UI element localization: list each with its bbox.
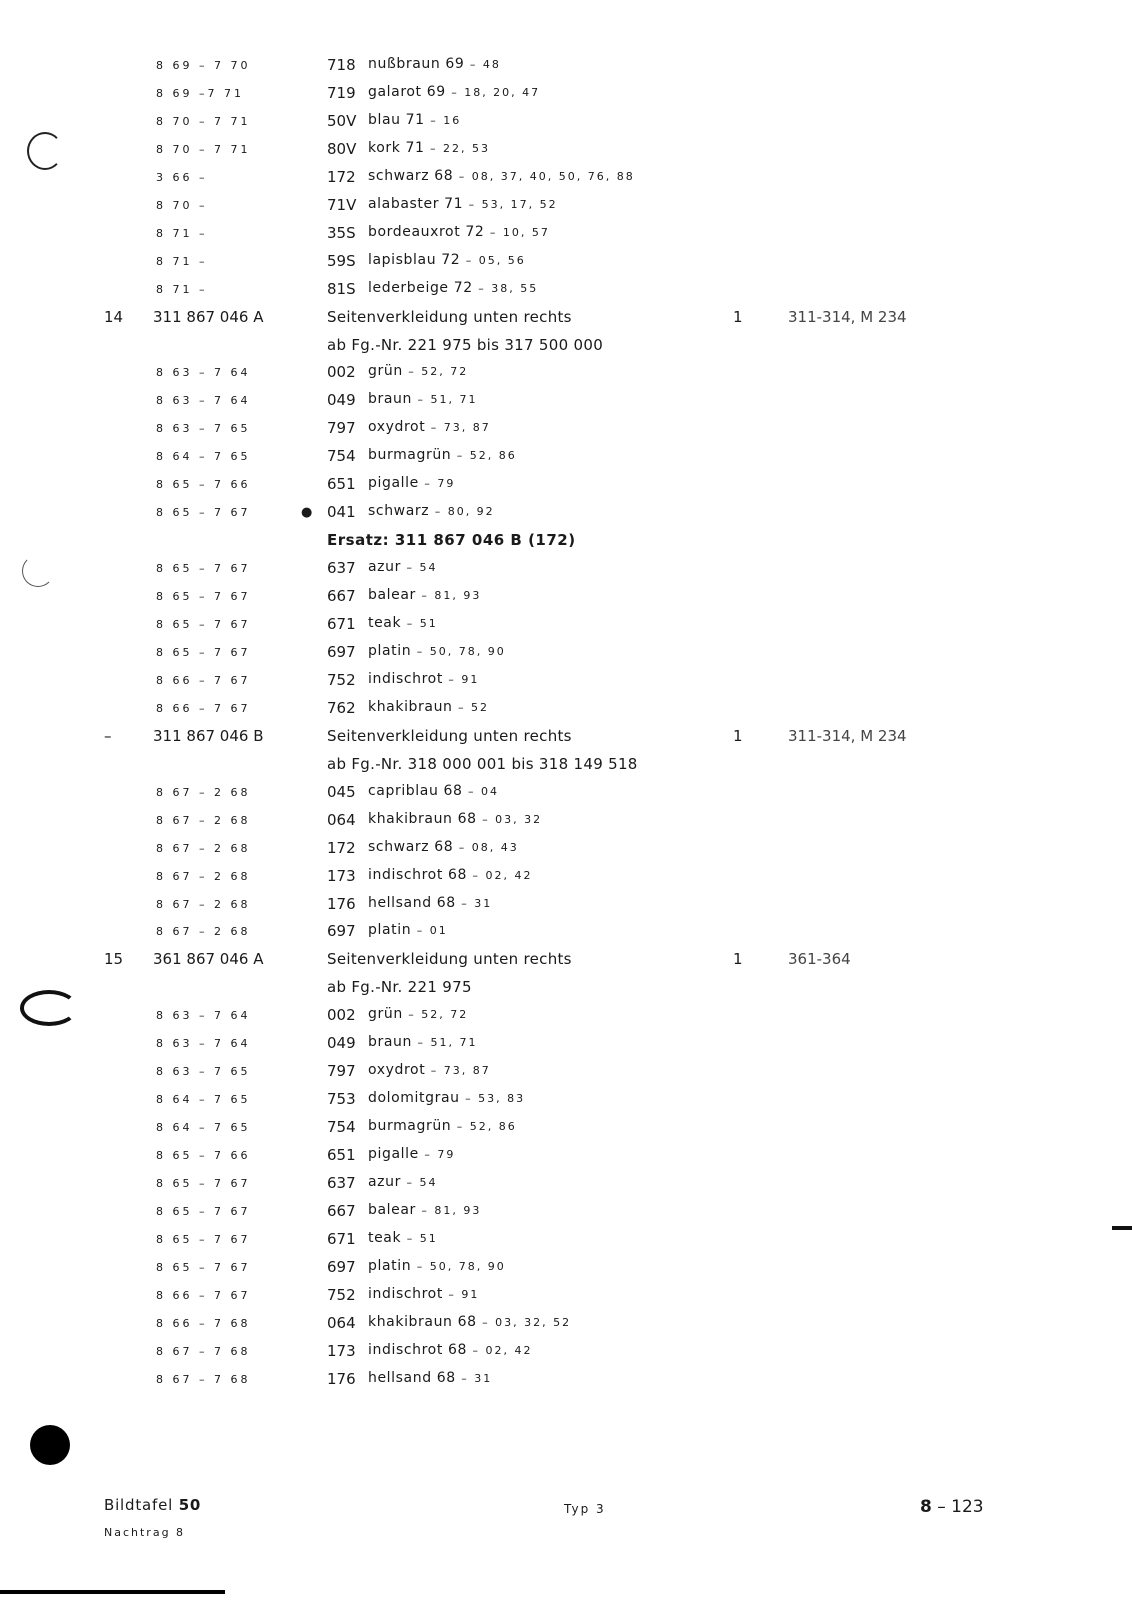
table-row [0, 895, 1132, 923]
color-code: 797 [327, 1062, 356, 1080]
color-code: 002 [327, 363, 356, 381]
color-variants: – 18, 20, 47 [445, 86, 541, 99]
table-row [0, 727, 1132, 755]
date-range: 8 64 – 7 65 [156, 450, 251, 463]
color-variants: – 73, 87 [425, 1064, 491, 1077]
table-row [0, 615, 1132, 643]
table-row [0, 84, 1132, 112]
punch-hole-mark [30, 1425, 70, 1465]
color-label: braun [368, 1034, 412, 1050]
date-range: 8 69 –7 71 [156, 87, 244, 100]
date-range: 8 63 – 7 64 [156, 1009, 251, 1022]
color-label: pigalle [368, 1146, 419, 1162]
date-range: 8 67 – 7 68 [156, 1345, 251, 1358]
color-name [368, 615, 438, 631]
date-range: 8 63 – 7 64 [156, 394, 251, 407]
color-name [368, 1006, 468, 1022]
color-label: schwarz [368, 503, 430, 519]
table-row [0, 922, 1132, 950]
replacement-note: Ersatz: 311 867 046 B (172) [327, 531, 576, 549]
color-label: schwarz 68 [368, 839, 454, 855]
color-variants: – 01 [411, 924, 448, 937]
scan-artifact-arc [27, 132, 63, 170]
color-name [368, 447, 517, 463]
table-row [0, 699, 1132, 727]
date-range: 8 64 – 7 65 [156, 1093, 251, 1106]
date-range: 8 67 – 2 68 [156, 925, 251, 938]
color-code: 71V [327, 196, 357, 214]
table-row [0, 1118, 1132, 1146]
color-label: bordeauxrot 72 [368, 224, 485, 240]
date-range: 8 71 – [156, 255, 208, 268]
color-code: 176 [327, 1370, 356, 1388]
color-code: 637 [327, 559, 356, 577]
color-variants: – 02, 42 [466, 1344, 533, 1357]
color-name [368, 252, 526, 268]
table-row [0, 587, 1132, 615]
table-row [0, 475, 1132, 503]
date-range: 8 65 – 7 67 [156, 646, 251, 659]
quantity: 1 [733, 308, 743, 326]
color-code: 752 [327, 1286, 356, 1304]
color-label: nußbraun 69 [368, 56, 465, 72]
color-name [368, 419, 491, 435]
color-name [368, 1286, 479, 1302]
table-row [0, 280, 1132, 308]
table-row [0, 755, 1132, 783]
color-label: pigalle [368, 475, 419, 491]
color-variants: – 80, 92 [429, 505, 495, 518]
color-name [368, 783, 499, 799]
color-variants: – 52, 86 [451, 449, 517, 462]
plate-number: 50 [178, 1496, 202, 1514]
color-variants: – 38, 55 [472, 282, 539, 295]
color-label: balear [368, 1202, 416, 1218]
color-label: schwarz 68 [368, 168, 454, 184]
color-variants: – 81, 93 [415, 1204, 482, 1217]
table-row [0, 419, 1132, 447]
color-code: 754 [327, 1118, 356, 1136]
color-name [368, 699, 489, 715]
table-row [0, 308, 1132, 336]
color-label: indischrot 68 [368, 867, 467, 883]
table-row [0, 671, 1132, 699]
date-range: 8 71 – [156, 227, 208, 240]
color-name [368, 1342, 532, 1358]
date-range: 8 67 – 2 68 [156, 870, 251, 883]
color-code: 002 [327, 1006, 356, 1024]
color-code: 697 [327, 643, 356, 661]
color-code: 172 [327, 839, 356, 857]
scan-artifact-arc [20, 990, 78, 1026]
color-code: 50V [327, 112, 357, 130]
color-label: indischrot 68 [368, 1342, 467, 1358]
color-label: teak [368, 1230, 402, 1246]
color-name [368, 1118, 517, 1134]
description-note: Seitenverkleidung unten rechts [327, 727, 572, 745]
table-row [0, 1202, 1132, 1230]
color-variants: – 91 [442, 673, 480, 686]
color-variants: – 52, 86 [451, 1120, 517, 1133]
color-code: 667 [327, 1202, 356, 1220]
color-label: khakibraun 68 [368, 1314, 477, 1330]
date-range: 8 67 – 2 68 [156, 898, 251, 911]
color-code: 718 [327, 56, 356, 74]
color-name [368, 112, 461, 128]
color-label: oxydrot [368, 419, 426, 435]
part-number: 361 867 046 A [153, 950, 264, 968]
footer-type: Typ 3 [564, 1502, 606, 1516]
position-number: 14 [104, 308, 124, 326]
color-code: 35S [327, 224, 356, 242]
color-label: kork 71 [368, 140, 425, 156]
color-label: capriblau 68 [368, 783, 463, 799]
color-code: 651 [327, 475, 356, 493]
color-name [368, 1258, 506, 1274]
quantity: 1 [733, 727, 743, 745]
table-row [0, 1034, 1132, 1062]
color-code: 671 [327, 1230, 356, 1248]
color-name [368, 671, 479, 687]
color-name [368, 1314, 571, 1330]
table-row [0, 811, 1132, 839]
color-variants: – 50, 78, 90 [411, 645, 506, 658]
date-range: 8 63 – 7 65 [156, 1065, 251, 1078]
date-range: 8 65 – 7 67 [156, 1261, 251, 1274]
table-row [0, 447, 1132, 475]
page-section: 8 [920, 1497, 932, 1517]
color-variants: – 10, 57 [484, 226, 550, 239]
table-row [0, 168, 1132, 196]
color-name [368, 196, 558, 212]
color-code: 80V [327, 140, 357, 158]
color-code: 041 [327, 503, 356, 521]
color-name [368, 867, 532, 883]
color-name [368, 1174, 437, 1190]
date-range: 8 63 – 7 64 [156, 1037, 251, 1050]
table-row [0, 252, 1132, 280]
color-label: hellsand 68 [368, 895, 456, 911]
description-note: ab Fg.-Nr. 221 975 bis 317 500 000 [327, 336, 604, 354]
color-code: 173 [327, 1342, 356, 1360]
color-label: braun [368, 391, 412, 407]
date-range: 8 64 – 7 65 [156, 1121, 251, 1134]
date-range: 8 71 – [156, 283, 208, 296]
color-name [368, 1230, 438, 1246]
table-row [0, 196, 1132, 224]
color-name [368, 503, 495, 519]
date-range: 8 70 – 7 71 [156, 143, 251, 156]
color-label: teak [368, 615, 402, 631]
color-label: khakibraun 68 [368, 811, 477, 827]
scan-edge-bar [0, 1590, 225, 1594]
color-variants: – 54 [400, 561, 438, 574]
color-name [368, 922, 448, 938]
table-row [0, 950, 1132, 978]
table-row [0, 839, 1132, 867]
description-note: ab Fg.-Nr. 221 975 [327, 978, 472, 996]
color-variants: – 53, 83 [459, 1092, 526, 1105]
color-variants: – 54 [400, 1176, 438, 1189]
part-number: 311 867 046 A [153, 308, 264, 326]
table-row [0, 1342, 1132, 1370]
color-code: 049 [327, 391, 356, 409]
color-code: 797 [327, 419, 356, 437]
color-variants: – 03, 32 [476, 813, 543, 826]
color-name [368, 56, 501, 72]
table-row [0, 1090, 1132, 1118]
date-range: 8 65 – 7 67 [156, 590, 251, 603]
table-row [0, 112, 1132, 140]
color-label: burmagrün [368, 1118, 452, 1134]
footer-supplement: Nachtrag 8 [104, 1526, 186, 1539]
color-variants: – 51 [401, 1232, 438, 1245]
color-variants: – 79 [418, 1148, 456, 1161]
color-label: platin [368, 922, 412, 938]
color-variants: – 73, 87 [425, 421, 491, 434]
description-note: ab Fg.-Nr. 318 000 001 bis 318 149 518 [327, 755, 638, 773]
color-variants: – 48 [464, 58, 501, 71]
color-label: platin [368, 643, 412, 659]
table-row [0, 224, 1132, 252]
page-number [920, 1497, 984, 1517]
color-variants: – 91 [442, 1288, 480, 1301]
position-number: 15 [104, 950, 124, 968]
date-range: 8 67 – 2 68 [156, 786, 251, 799]
color-variants: – 79 [418, 477, 456, 490]
date-range: 8 65 – 7 67 [156, 562, 251, 575]
part-number: 311 867 046 B [153, 727, 264, 745]
table-row [0, 1146, 1132, 1174]
color-variants: – 04 [462, 785, 500, 798]
plate-label-text: Bildtafel [104, 1496, 174, 1514]
date-range: 8 67 – 2 68 [156, 814, 251, 827]
color-label: burmagrün [368, 447, 452, 463]
table-row [0, 643, 1132, 671]
color-code: 667 [327, 587, 356, 605]
date-range: 8 65 – 7 67 [156, 1205, 251, 1218]
color-label: lapisblau 72 [368, 252, 461, 268]
color-name [368, 1090, 525, 1106]
color-label: balear [368, 587, 416, 603]
table-row [0, 978, 1132, 1006]
date-range: 8 63 – 7 64 [156, 366, 251, 379]
color-code: 064 [327, 1314, 356, 1332]
color-code: 172 [327, 168, 356, 186]
color-label: grün [368, 1006, 403, 1022]
color-variants: – 08, 43 [453, 841, 519, 854]
color-name [368, 84, 540, 100]
color-label: hellsand 68 [368, 1370, 456, 1386]
color-variants: – 16 [424, 114, 462, 127]
color-variants: – 03, 32, 52 [476, 1316, 572, 1329]
color-variants: – 31 [455, 897, 493, 910]
color-code: 762 [327, 699, 356, 717]
date-range: 3 66 – [156, 171, 208, 184]
table-row [0, 867, 1132, 895]
color-label: azur [368, 559, 401, 575]
date-range: 8 65 – 7 67 [156, 506, 251, 519]
color-code: 637 [327, 1174, 356, 1192]
color-code: 752 [327, 671, 356, 689]
color-label: grün [368, 363, 403, 379]
color-name [368, 811, 542, 827]
table-row [0, 1230, 1132, 1258]
color-code: 754 [327, 447, 356, 465]
color-variants: – 08, 37, 40, 50, 76, 88 [453, 170, 635, 183]
color-code: 173 [327, 867, 356, 885]
color-code: 651 [327, 1146, 356, 1164]
position-number: – [104, 727, 112, 745]
color-label: platin [368, 1258, 412, 1274]
model-reference: 311-314, M 234 [788, 727, 907, 745]
table-row [0, 1258, 1132, 1286]
color-variants: – 51 [401, 617, 438, 630]
color-label: alabaster 71 [368, 196, 464, 212]
color-code: 753 [327, 1090, 356, 1108]
table-row [0, 1062, 1132, 1090]
color-label: galarot 69 [368, 84, 446, 100]
color-variants: – 31 [455, 1372, 493, 1385]
color-name [368, 895, 492, 911]
color-variants: – 51, 71 [411, 393, 478, 406]
color-label: dolomitgrau [368, 1090, 460, 1106]
footer-plate-label [104, 1496, 201, 1514]
date-range: 8 65 – 7 67 [156, 1233, 251, 1246]
color-name [368, 224, 550, 240]
table-row [0, 1174, 1132, 1202]
color-name [368, 475, 455, 491]
color-name [368, 140, 490, 156]
color-code: 176 [327, 895, 356, 913]
table-row [0, 531, 1132, 559]
scan-edge-dash [1112, 1226, 1132, 1230]
color-variants: – 53, 17, 52 [463, 198, 558, 211]
color-name [368, 1062, 491, 1078]
date-range: 8 70 – [156, 199, 208, 212]
table-row [0, 503, 1132, 531]
page-number-value: – 123 [931, 1497, 984, 1517]
bullet-marker: ● [301, 505, 313, 520]
color-name [368, 1146, 455, 1162]
color-label: oxydrot [368, 1062, 426, 1078]
color-variants: – 52, 72 [402, 365, 469, 378]
color-name [368, 363, 468, 379]
color-code: 064 [327, 811, 356, 829]
color-name [368, 1034, 477, 1050]
color-label: lederbeige 72 [368, 280, 473, 296]
date-range: 8 66 – 7 68 [156, 1317, 251, 1330]
date-range: 8 67 – 2 68 [156, 842, 251, 855]
color-name [368, 643, 506, 659]
color-code: 049 [327, 1034, 356, 1052]
color-variants: – 05, 56 [460, 254, 526, 267]
table-row [0, 56, 1132, 84]
color-code: 045 [327, 783, 356, 801]
color-name [368, 1370, 492, 1386]
color-name [368, 280, 538, 296]
color-code: 671 [327, 615, 356, 633]
model-reference: 311-314, M 234 [788, 308, 907, 326]
date-range: 8 63 – 7 65 [156, 422, 251, 435]
color-name [368, 559, 437, 575]
table-row [0, 1370, 1132, 1398]
color-label: khakibraun [368, 699, 453, 715]
color-code: 59S [327, 252, 356, 270]
color-variants: – 02, 42 [466, 869, 533, 882]
date-range: 8 69 – 7 70 [156, 59, 251, 72]
color-variants: – 50, 78, 90 [411, 1260, 506, 1273]
model-reference: 361-364 [788, 950, 851, 968]
color-code: 697 [327, 922, 356, 940]
date-range: 8 67 – 7 68 [156, 1373, 251, 1386]
date-range: 8 65 – 7 67 [156, 1177, 251, 1190]
color-label: blau 71 [368, 112, 425, 128]
quantity: 1 [733, 950, 743, 968]
color-code: 697 [327, 1258, 356, 1276]
color-label: indischrot [368, 1286, 443, 1302]
table-row [0, 391, 1132, 419]
table-row [0, 1314, 1132, 1342]
color-code: 719 [327, 84, 356, 102]
date-range: 8 65 – 7 67 [156, 618, 251, 631]
date-range: 8 66 – 7 67 [156, 702, 251, 715]
date-range: 8 66 – 7 67 [156, 1289, 251, 1302]
table-row [0, 1286, 1132, 1314]
color-code: 81S [327, 280, 356, 298]
table-row [0, 783, 1132, 811]
color-label: indischrot [368, 671, 443, 687]
color-label: azur [368, 1174, 401, 1190]
color-name [368, 839, 519, 855]
table-row [0, 363, 1132, 391]
description-note: Seitenverkleidung unten rechts [327, 308, 572, 326]
scan-artifact-arc [22, 555, 54, 587]
color-name [368, 1202, 481, 1218]
color-variants: – 81, 93 [415, 589, 482, 602]
color-variants: – 52 [452, 701, 490, 714]
date-range: 8 65 – 7 66 [156, 478, 251, 491]
color-variants: – 22, 53 [424, 142, 490, 155]
table-row [0, 336, 1132, 364]
color-name [368, 587, 481, 603]
color-variants: – 51, 71 [411, 1036, 478, 1049]
color-name [368, 391, 477, 407]
date-range: 8 70 – 7 71 [156, 115, 251, 128]
date-range: 8 65 – 7 66 [156, 1149, 251, 1162]
description-note: Seitenverkleidung unten rechts [327, 950, 572, 968]
table-row [0, 1006, 1132, 1034]
table-row [0, 559, 1132, 587]
table-row [0, 140, 1132, 168]
date-range: 8 66 – 7 67 [156, 674, 251, 687]
color-variants: – 52, 72 [402, 1008, 469, 1021]
color-name [368, 168, 635, 184]
